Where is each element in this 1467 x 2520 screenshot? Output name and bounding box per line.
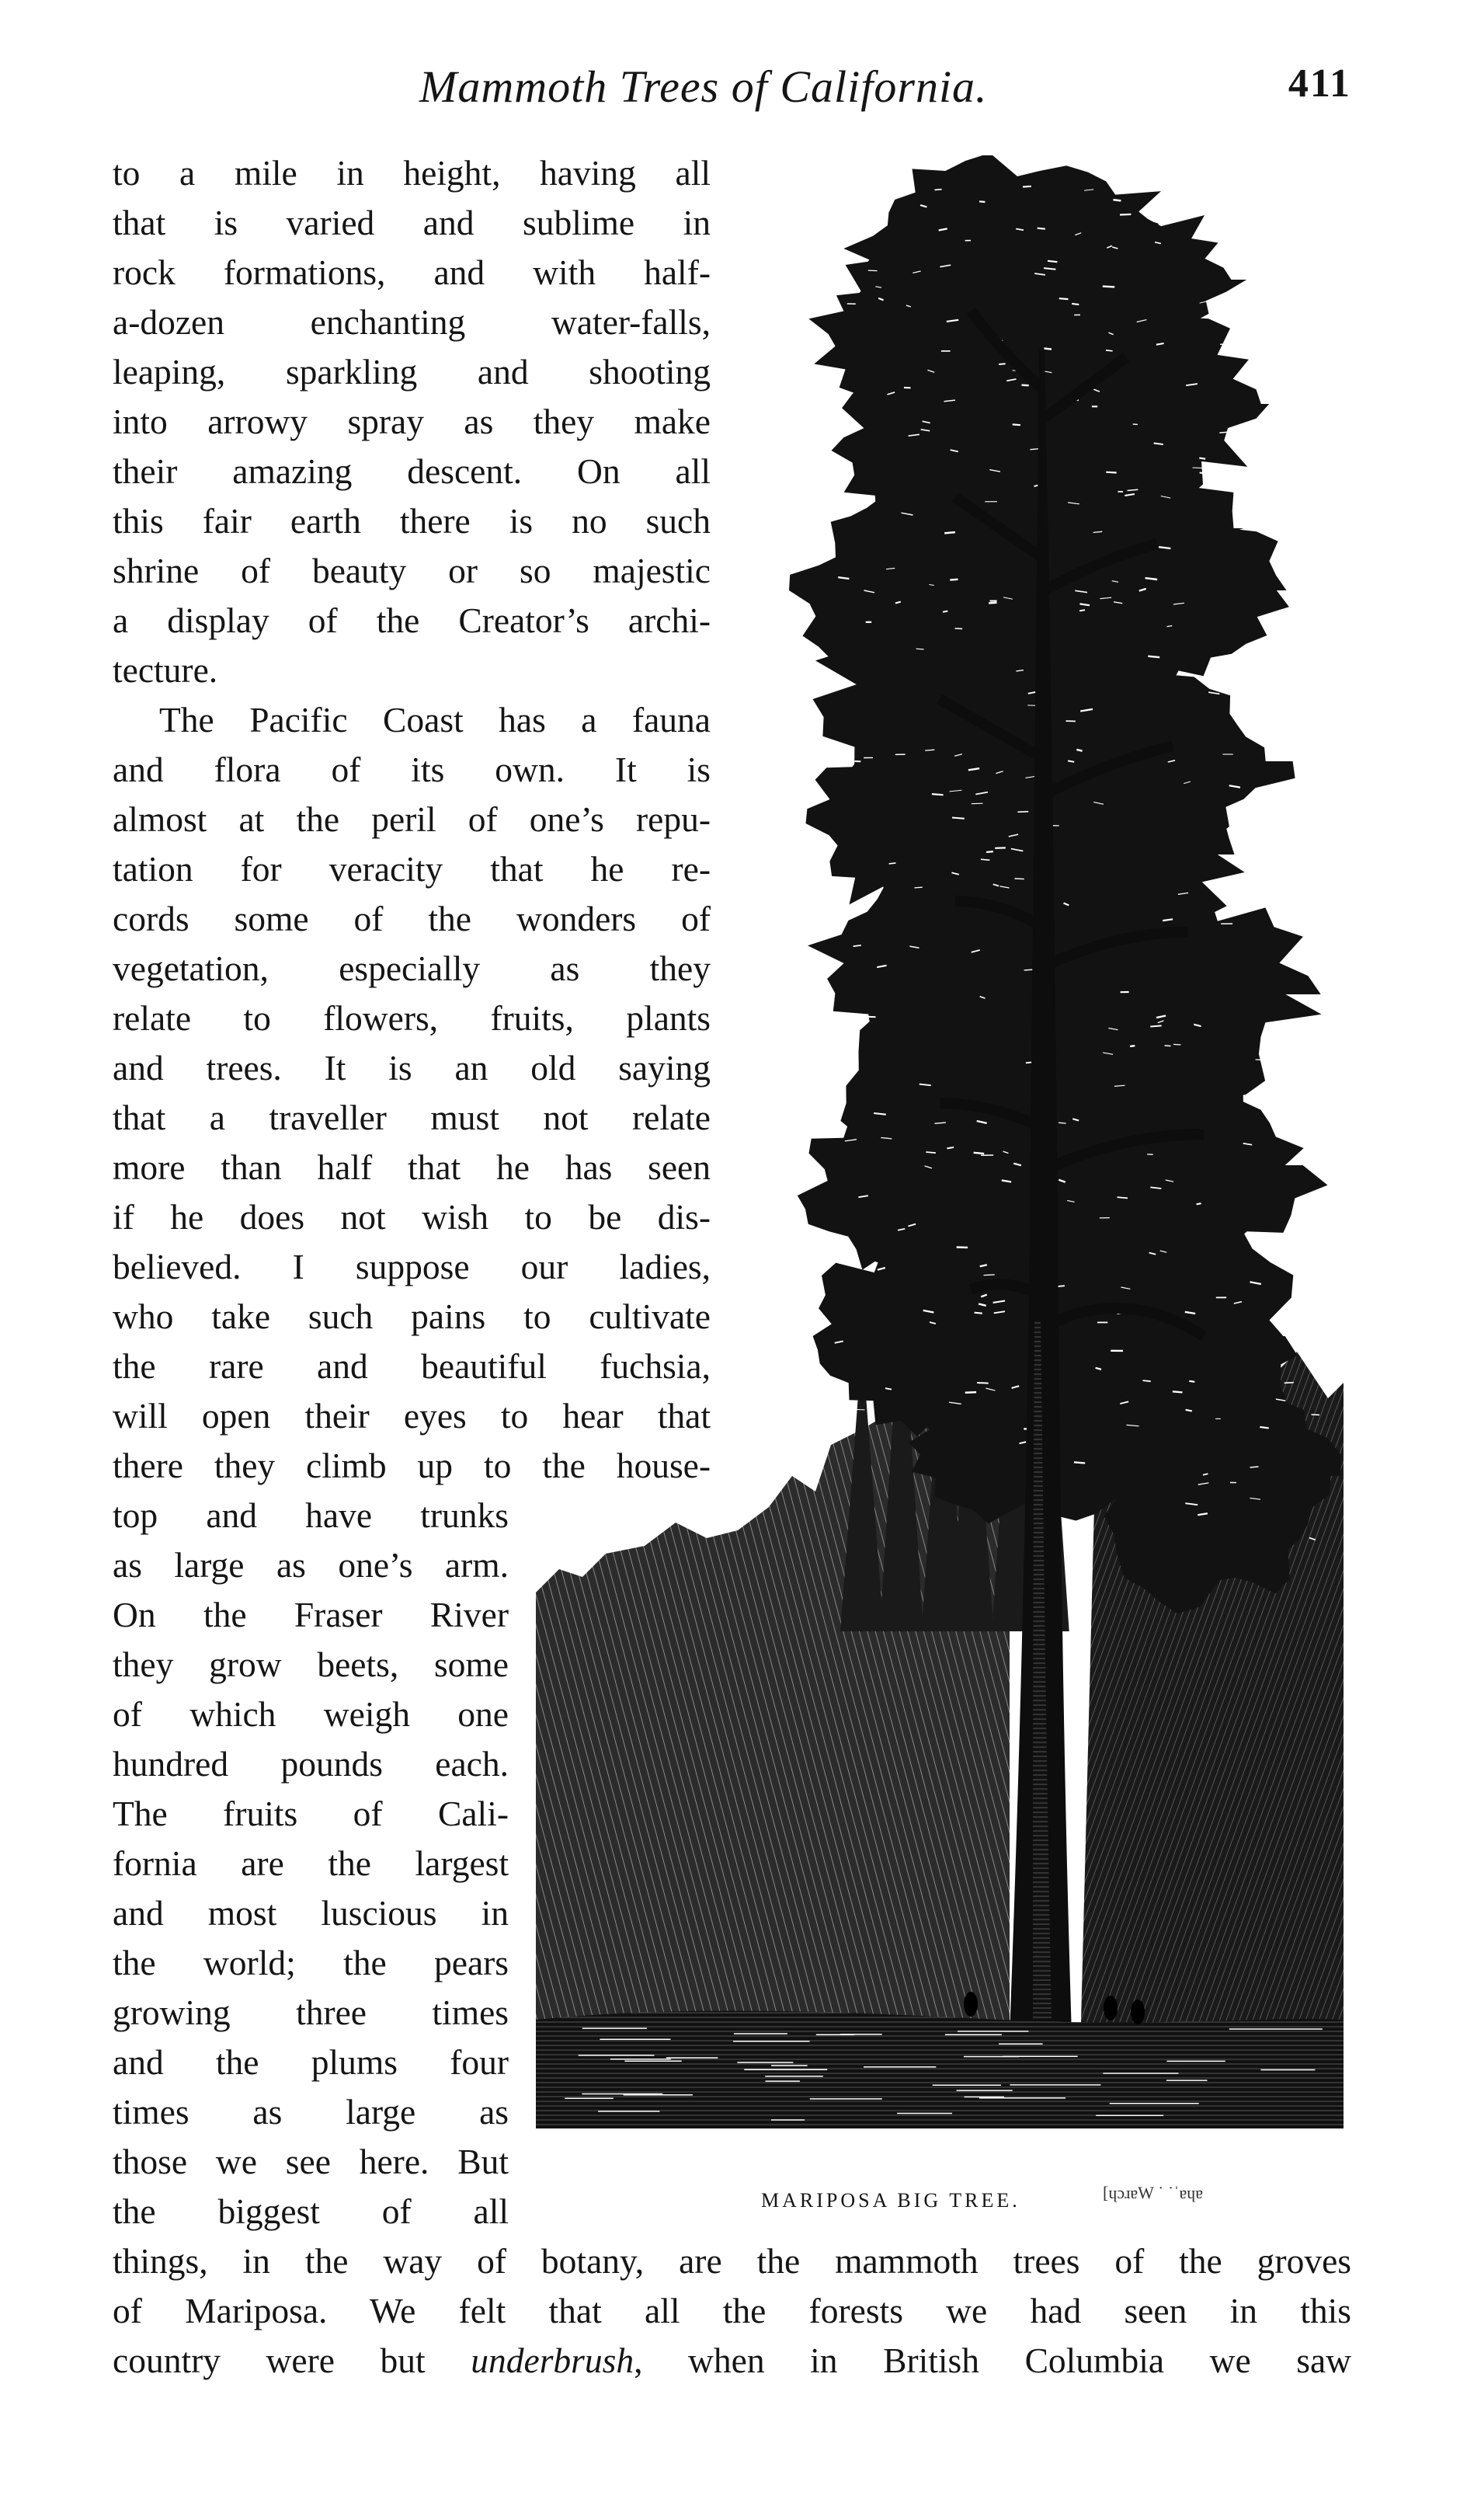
text-line: will open their eyes to hear that	[113, 1396, 711, 1436]
foliage-highlight	[1220, 344, 1231, 345]
foliage-highlight	[975, 1313, 982, 1314]
foliage-highlight	[864, 1017, 875, 1018]
text-line: relate to flowers, fruits, plants	[113, 998, 711, 1038]
foliage-highlight	[986, 851, 993, 852]
text-line: the world; the pears	[113, 1943, 509, 1982]
text-line: country were but underbrush, when in British Columbia we saw	[113, 2341, 1351, 2380]
page-number: 411	[1288, 61, 1351, 106]
text-line: hundred pounds each.	[113, 1744, 509, 1784]
text-line: the rare and beautiful fuchsia,	[113, 1346, 711, 1386]
foliage-highlight	[1038, 228, 1045, 229]
text-line: The Pacific Coast has a fauna	[159, 700, 711, 740]
figure-caption: MARIPOSA BIG TREE.	[761, 2189, 1020, 2212]
engraving-illustration	[536, 155, 1351, 2261]
engraving-margin	[536, 2128, 1351, 2175]
foliage-highlight	[932, 794, 944, 795]
foliage-highlight	[926, 1152, 936, 1153]
foliage-highlight	[1023, 186, 1031, 187]
text-line: who take such pains to cultivate	[113, 1297, 711, 1336]
foliage-highlight	[974, 1153, 985, 1154]
text-line: to a mile in height, having all	[113, 153, 711, 193]
text-line: fornia are the largest	[113, 1843, 509, 1883]
foliage-highlight	[1048, 261, 1057, 262]
foliage-highlight	[972, 803, 983, 804]
foliage-highlight	[1199, 458, 1205, 459]
foliage-highlight	[979, 201, 985, 202]
foliage-highlight	[1013, 424, 1020, 425]
text-line: rock formations, and with half-	[113, 252, 711, 292]
foliage-highlight	[989, 603, 996, 604]
text-line: things, in the way of botany, are the mammoth trees of the groves	[113, 2241, 1351, 2281]
foliage-highlight	[1079, 610, 1085, 611]
engraver-signature: [ɥɔɹɐW ˙ ˙ˈɐɥɐ	[1103, 2183, 1204, 2202]
foliage-highlight	[889, 863, 896, 864]
text-line: of which weigh one	[113, 1694, 509, 1734]
text-line: The fruits of Cali-	[113, 1794, 509, 1833]
human-figure	[964, 1992, 978, 2017]
text-line: On the Fraser River	[113, 1595, 509, 1634]
text-line: tecture.	[113, 650, 218, 690]
running-title: Mammoth Trees of California.	[419, 61, 988, 112]
foliage-highlight	[977, 1383, 989, 1384]
foliage-highlight	[944, 532, 955, 533]
text-line: this fair earth there is no such	[113, 501, 711, 541]
foliage-highlight	[854, 1409, 865, 1410]
foliage-highlight	[1284, 1383, 1294, 1384]
human-figure	[1104, 1996, 1118, 2021]
text-line: cords some of the wonders of	[113, 899, 711, 938]
text-line: top and have trunks	[113, 1495, 509, 1535]
text-line: and the plums four	[113, 2042, 509, 2082]
foliage-highlight	[952, 818, 965, 819]
text-line: and most luscious in	[113, 1893, 509, 1933]
foliage-highlight	[1059, 298, 1069, 299]
foliage-highlight	[915, 887, 923, 888]
foliage-highlight	[1260, 1427, 1268, 1429]
text-line: the biggest of all	[113, 2191, 509, 2231]
text-line: their amazing descent. On all	[113, 451, 711, 491]
text-line: as large as one’s arm.	[113, 1545, 509, 1585]
text-line: a display of the Creator’s archi-	[113, 600, 711, 640]
text-line: those we see here. But	[113, 2142, 509, 2181]
text-line: leaping, sparkling and shooting	[113, 352, 711, 392]
foliage-highlight	[1189, 1381, 1194, 1382]
text-line: tation for veracity that he re-	[113, 849, 711, 889]
text-line: a-dozen enchanting water-falls,	[113, 302, 711, 342]
foliage-highlight	[853, 945, 861, 946]
text-line: and trees. It is an old saying	[113, 1048, 711, 1088]
foliage-highlight	[1072, 304, 1079, 305]
foliage-highlight	[1017, 812, 1028, 813]
text-line: there they climb up to the house-	[113, 1446, 711, 1485]
text-line: they grow beets, some	[113, 1645, 509, 1684]
foliage-highlight	[1022, 385, 1029, 386]
foliage-highlight	[1045, 349, 1052, 350]
foliage-highlight	[965, 1392, 976, 1393]
text-line: vegetation, especially as they	[113, 948, 711, 988]
text-line: more than half that he has seen	[113, 1147, 711, 1187]
running-header	[109, 61, 1351, 131]
foliage-highlight	[981, 859, 989, 860]
foliage-highlight	[1106, 472, 1116, 473]
text-line: times as large as	[113, 2092, 509, 2132]
foliage-highlight	[868, 270, 878, 271]
text-line: that a traveller must not relate	[113, 1098, 711, 1137]
foliage-highlight	[1186, 1410, 1192, 1411]
foliage-highlight	[840, 886, 851, 888]
text-line: shrine of beauty or so majestic	[113, 551, 711, 590]
foliage-highlight	[1148, 656, 1159, 658]
foliage-highlight	[1235, 820, 1244, 822]
foliage-highlight	[1173, 1391, 1183, 1392]
foliage-highlight	[1143, 1380, 1151, 1381]
foliage-highlight	[1106, 350, 1113, 351]
foliage-highlight	[1173, 1044, 1181, 1045]
text-line: almost at the peril of one’s repu-	[113, 799, 711, 839]
foliage-highlight	[1150, 1025, 1161, 1026]
text-line: that is varied and sublime in	[113, 203, 711, 242]
human-figure	[1131, 2000, 1145, 2024]
mariposa-tree-engraving	[536, 155, 1351, 2175]
foliage-highlight	[1074, 1462, 1085, 1463]
text-line: of Mariposa. We felt that all the forests we had seen in this	[113, 2291, 1351, 2330]
text-line: into arrowy spray as they make	[113, 402, 711, 441]
text-line: and flora of its own. It is	[113, 750, 711, 789]
text-line: believed. I suppose our ladies,	[113, 1247, 711, 1286]
foliage-highlight	[943, 611, 947, 612]
foliage-highlight	[1197, 1203, 1201, 1204]
text-line: growing three times	[113, 1993, 509, 2032]
foliage-highlight	[1120, 214, 1131, 215]
foliage-highlight	[984, 1275, 995, 1276]
text-line: if he does not wish to be dis-	[113, 1197, 711, 1237]
